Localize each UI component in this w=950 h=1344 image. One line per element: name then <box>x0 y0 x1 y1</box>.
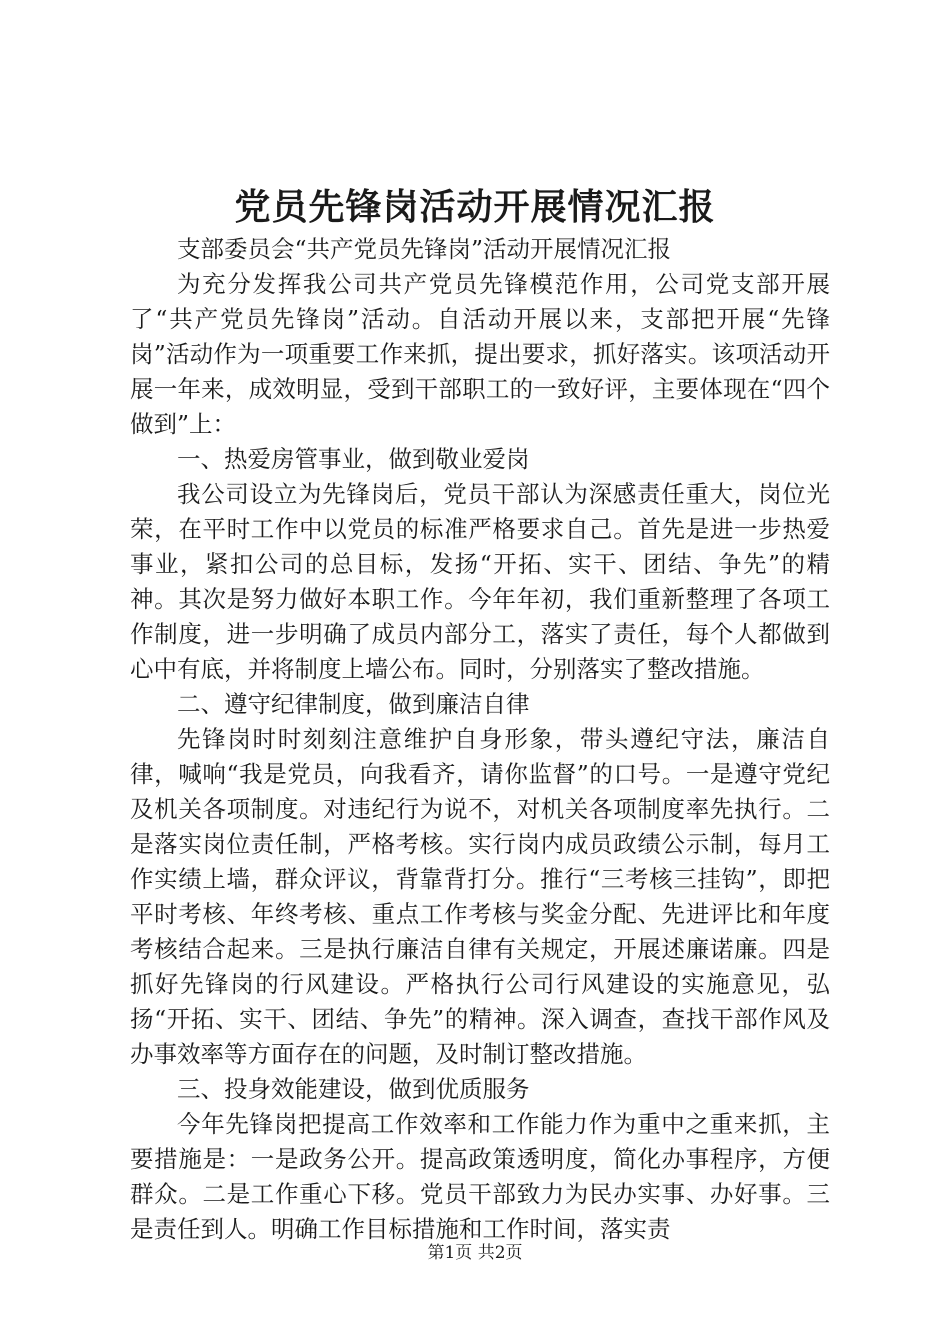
section-paragraph-1: 我公司设立为先锋岗后，党员干部认为深感责任重大，岗位光荣，在平时工作中以党员的标准严格要求自己。首先是进一步热爱事业，紧扣公司的总目标，发扬“开拓、实干、团结、争先”的精神。其次是努力做好本职工作。今年年初，我们重新整理了各项工作制度，进一步明确了成员内部分工，落实了责任，每个人都做到心中有底，并将制度上墙公布。同时，分别落实了整改措施。 <box>130 480 830 683</box>
page-number-label: 第1页 共2页 <box>427 1243 523 1263</box>
section-heading-3: 三、投身效能建设，做到优质服务 <box>177 1075 530 1103</box>
section-paragraph-2: 先锋岗时时刻刻注意维护自身形象，带头遵纪守法，廉洁自律，喊响“我是党员，向我看齐，请你监督”的口号。一是遵守党纪及机关各项制度。对违纪行为说不，对机关各项制度率先执行。二是落实岗位责任制，严格考核。实行岗内成员政绩公示制，每月工作实绩上墙，群众评议，背靠背打分。推行“三考核三挂钩”，即把平时考核、年终考核、重点工作考核与奖金分配、先进评比和年度考核结合起来。三是执行廉洁自律有关规定，开展述廉诺廉。四是抓好先锋岗的行风建设。严格执行公司行风建设的实施意见，弘扬“开拓、实干、团结、争先”的精神。深入调查，查找干部作风及办事效率等方面存在的问题，及时制订整改措施。 <box>130 725 830 1068</box>
section-paragraph-3: 今年先锋岗把提高工作效率和工作能力作为重中之重来抓，主要措施是：一是政务公开。提高政策透明度，简化办事程序，方便群众。二是工作重心下移。党员干部致力为民办实事、办好事。三是责任到人。明确工作目标措施和工作时间，落实责 <box>130 1110 830 1243</box>
document-body <box>130 232 830 1247</box>
section-heading-2: 二、遵守纪律制度，做到廉洁自律 <box>177 690 530 718</box>
document-title: 党员先锋岗活动开展情况汇报 <box>234 187 716 228</box>
section-heading-1: 一、热爱房管事业，做到敬业爱岗 <box>177 445 530 473</box>
intro-paragraph: 为充分发挥我公司共产党员先锋模范作用，公司党支部开展了“共产党员先锋岗”活动。自活动开展以来，支部把开展“先锋岗”活动作为一项重要工作来抓，提出要求，抓好落实。该项活动开展一年来，成效明显，受到干部职工的一致好评，主要体现在“四个做到”上： <box>130 270 830 438</box>
subtitle-paragraph: 支部委员会“共产党员先锋岗”活动开展情况汇报 <box>177 235 672 263</box>
page-footer <box>0 1242 950 1264</box>
